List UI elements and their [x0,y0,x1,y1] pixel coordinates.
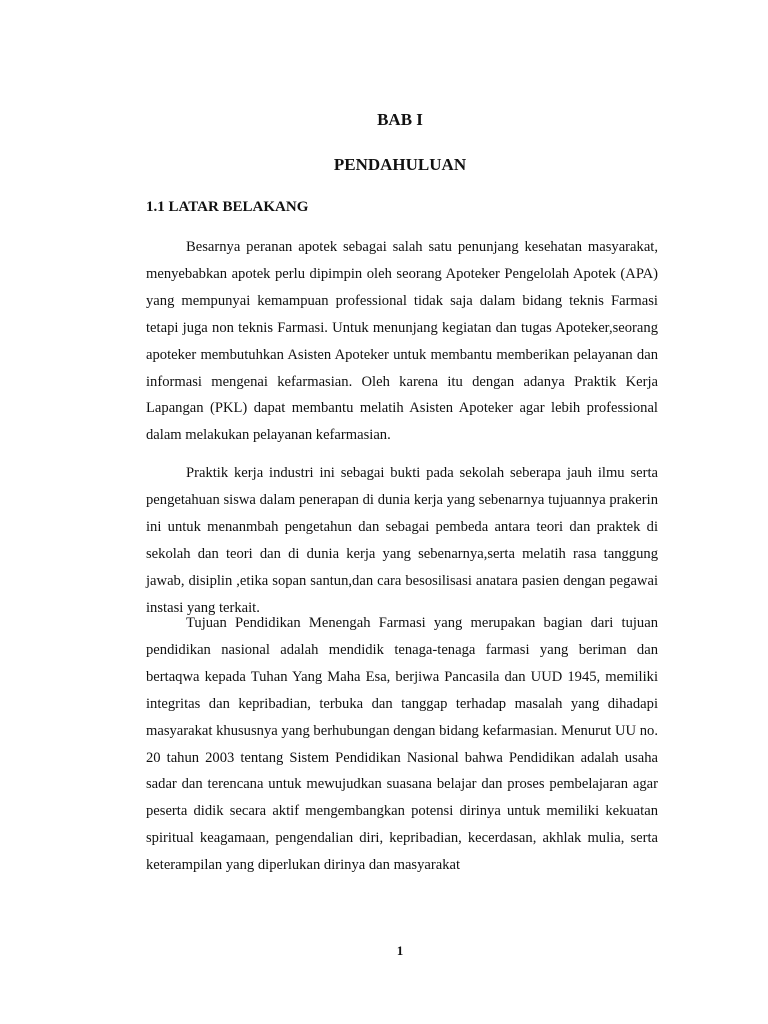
page-number: 1 [396,943,404,958]
paragraph: Tujuan Pendidikan Menengah Farmasi yang merupakan bagian dari tujuan pendidikan nasional adalah mendidik tenaga-tenaga farmasi yang beriman dan bertaqwa kepada Tuhan Yang Maha Esa, berjiwa Pancasila dan UUD 1945, memiliki integritas dan kepribadian, terbuka dan tanggap terhadap masalah yang dihadapi masyarakat khususnya yang berhubungan dengan bidang kefarmasian. Menurut UU no. 20 tahun 2003 tentang Sistem Pendidikan Nasional bahwa Pendidikan adalah usaha sadar dan terencana untuk mewujudkan suasana belajar dan proses pembelajaran agar peserta didik secara aktif mengembangkan potensi dirinya untuk memiliki kekuatan spiritual keagamaan, pengendalian diri, kepribadian, kecerdasan, akhlak mulia, serta keterampilan yang diperlukan dirinya dan masyarakat [146,615,658,874]
paragraph: Besarnya peranan apotek sebagai salah satu penunjang kesehatan masyarakat, menyebabkan apotek perlu dipimpin oleh seorang Apoteker Pengelolah Apotek (APA) yang mempunyai kemampuan professional tidak saja dalam bidang teknis Farmasi tetapi juga non teknis Farmasi. Untuk menunjang kegiatan dan tugas Apoteker,seorang apoteker membutuhkan Asisten Apoteker untuk membantu memberikan pelayanan dan informasi mengenai kefarmasian. Oleh karena itu dengan adanya Praktik Kerja Lapangan (PKL) dapat membantu melatih Asisten Apoteker agar lebih professional dalam melakukan pelayanan kefarmasian. [146,239,658,444]
chapter-number: BAB I [377,110,423,129]
chapter-title: PENDAHULUAN [333,155,467,174]
paragraph: Praktik kerja industri ini sebagai bukti pada sekolah seberapa jauh ilmu serta pengetahuan siswa dalam penerapan di dunia kerja yang sebenarnya tujuannya prakerin ini untuk menanmbah pengetahun dan sebagai pembeda antara teori dan praktek di sekolah dan teori dan di dunia kerja yang sebenarnya,serta melatih rasa tanggung jawab, disiplin ,etika sopan santun,dan cara besosilisasi anatara pasien dengan pegawai instasi yang terkait. [146,465,658,616]
section-heading: 1.1 LATAR BELAKANG [146,199,309,215]
